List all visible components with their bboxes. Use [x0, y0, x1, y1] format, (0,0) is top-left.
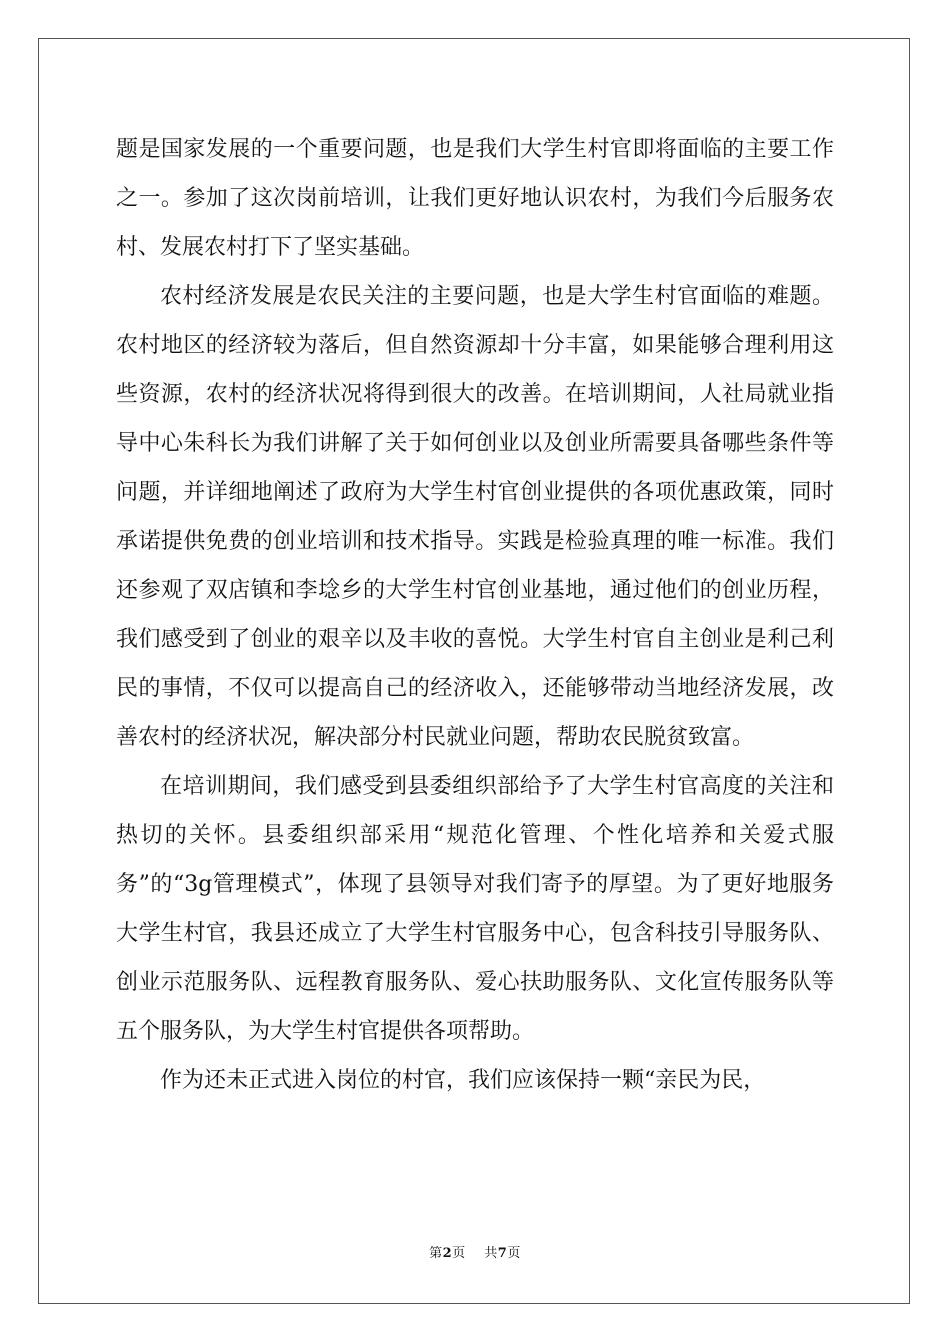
footer-page-number: 2 [442, 1246, 453, 1261]
document-body [116, 125, 834, 1105]
page-footer [0, 1242, 950, 1261]
footer-total-pages: 7 [497, 1246, 508, 1261]
footer-prefix: 第 [429, 1246, 443, 1261]
paragraph-1: 题是国家发展的一个重要问题，也是我们大学生村官即将面临的主要工作之一。参加了这次岗前培训，让我们更好地认识农村，为我们今后服务农村、发展农村打下了坚实基础。 [116, 137, 834, 260]
paragraph-2: 农村经济发展是农民关注的主要问题，也是大学生村官面临的难题。农村地区的经济较为落后，但自然资源却十分丰富，如果能够合理利用这些资源，农村的经济状况将得到很大的改善。在培训期间，人社局就业指导中心朱科长为我们讲解了关于如何创业以及创业所需要具备哪些条件等问题，并详细地阐述了政府为大学生村官创业提供的各项优惠政策，同时承诺提供免费的创业培训和技术指导。实践是检验真理的唯一标准。我们还参观了双店镇和李埝乡的大学生村官创业基地，通过他们的创业历程，我们感受到了创业的艰辛以及丰收的喜悦。大学生村官自主创业是利己利民的事情，不仅可以提高自己的经济收入，还能够带动当地经济发展，改善农村的经济状况，解决部分村民就业问题，帮助农民脱贫致富。 [116, 284, 834, 750]
footer-total-prefix: 共 [484, 1246, 498, 1261]
paragraph-4: 作为还未正式进入岗位的村官，我们应该保持一颗“亲民为民， [160, 1068, 766, 1093]
footer-page-suffix: 页 [452, 1246, 466, 1261]
footer-total-suffix: 页 [507, 1246, 521, 1261]
paragraph-3: 在培训期间，我们感受到县委组织部给予了大学生村官高度的关注和热切的关怀。县委组织部采用“规范化管理、个性化培养和关爱式服务”的“3g管理模式”，体现了县领导对我们寄予的厚望。为了更好地服务大学生村官，我县还成立了大学生村官服务中心，包含科技引导服务队、创业示范服务队、远程教育服务队、爱心扶助服务队、文化宣传服务队等五个服务队，为大学生村官提供各项帮助。 [116, 774, 834, 1044]
